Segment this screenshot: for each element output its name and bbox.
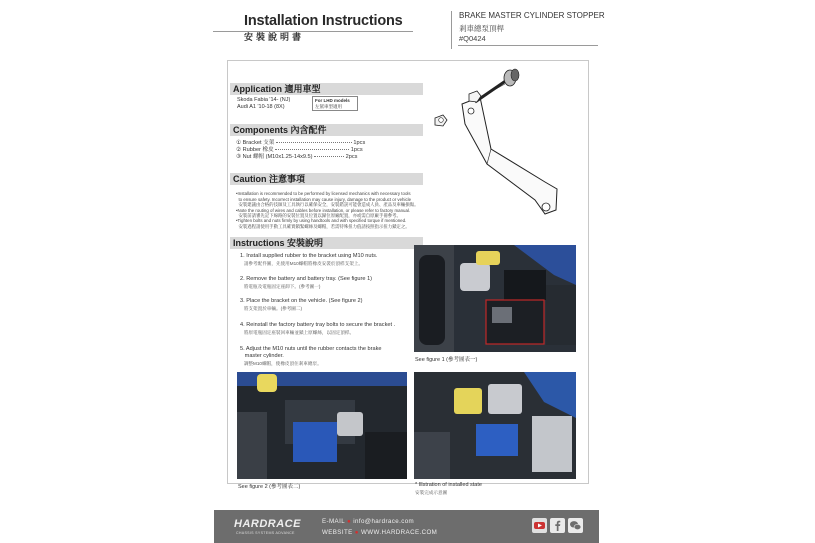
step-text-cn: 將支架置於車輛。(參考圖二) <box>240 306 303 311</box>
step-text-cn: 調整M10螺帽，使橡皮頂住剎車總泵。 <box>240 361 322 366</box>
bracket-hole <box>542 203 550 211</box>
caution-line: 安裝建議由合格的技師及工具執行以確保安全，安裝錯誤可能會造成人員、產品及車輛損傷。 <box>236 202 419 208</box>
step-text: 5. Adjust the M10 nuts until the rubber contacts the brake <box>240 346 382 352</box>
components-heading: Components 內含配件 <box>230 124 423 136</box>
step-text: 2. Remove the battery and battery tray. (See figure 1) <box>240 276 373 282</box>
step-text-cn: 請參考配件圖，先使用M10螺帽將橡皮安裝於頂桿支架上。 <box>240 261 364 266</box>
step-text: 1. Install supplied rubber to the bracket using M10 nuts. <box>240 253 378 259</box>
figure-3-photo <box>414 372 576 479</box>
footer-website[interactable] <box>322 529 437 536</box>
dot-leader <box>276 142 352 143</box>
component-name: Nut 螺帽 (M10x1.25-14x9.5) <box>242 154 313 160</box>
wechat-icon[interactable] <box>568 518 583 533</box>
header-vertical-divider <box>451 11 452 49</box>
website-url[interactable]: WWW.HARDRACE.COM <box>361 529 438 536</box>
email-label: E-MAIL <box>322 518 345 525</box>
email-address[interactable]: info@hardrace.com <box>353 518 415 525</box>
dot-leader <box>314 156 344 157</box>
instruction-step-1 <box>240 253 412 267</box>
bullet-icon: ● <box>346 518 352 525</box>
component-row <box>236 152 357 160</box>
website-label: WEBSITE <box>322 529 353 536</box>
lhd-note-cn: 左駕車型適用 <box>315 103 342 109</box>
caution-line: •Tighten bolts and nuts firmly by using handtools and with specified torque if mentioned. <box>236 218 407 224</box>
header-divider <box>213 31 413 32</box>
caution-line: 安裝過程請使用手動工具確實鎖緊螺絲及螺帽，若需特殊扭力值請按照指示扭力鎖定之。 <box>236 223 410 229</box>
bullet-icon: ● <box>354 529 359 536</box>
step-text: master cylinder. <box>240 353 284 359</box>
component-qty: 1pcs <box>350 147 363 153</box>
hardrace-logo: HARDRACE <box>234 518 301 530</box>
caution-line: 安裝前請審先記下線路的安裝位置及位置以歸位原廠配置，亦或需自原廠手冊參考。 <box>236 213 401 219</box>
document-title: Installation Instructions <box>244 13 403 29</box>
component-qty: 1pcs <box>353 140 366 146</box>
component-num: ① <box>236 140 242 146</box>
caution-line: •Note the routing of wires and cables before installation, or please refer to factory manual. <box>236 207 411 213</box>
dot-leader <box>275 149 349 150</box>
caution-line: •Installation is recommended to be performed by licensed mechanics with necessary tools <box>236 191 411 197</box>
component-qty: 2pcs <box>345 154 358 160</box>
figure-2-caption: See figure 2 (參考圖表二) <box>238 484 301 490</box>
lhd-note <box>312 96 358 111</box>
figure-3-caption <box>415 482 482 496</box>
figure-2-photo <box>237 372 407 479</box>
instructions-heading: Instructions 安裝說明 <box>230 237 423 249</box>
step-text-cn: 將電瓶及電瓶固定座卸下。(參考圖一) <box>240 284 321 289</box>
figure-3-caption-cn: 安裝完成示意圖 <box>415 490 448 495</box>
figure-1-caption: See figure 1 (參考圖表一) <box>415 357 478 363</box>
model-2: Audi A1 '10-18 (8X) <box>237 104 285 110</box>
component-name: Bracket 支架 <box>242 140 275 146</box>
header-divider-right <box>458 45 598 46</box>
step-text-cn: 將原電瓶固定座裝回車輛並鎖上原螺絲，以固定頂桿。 <box>240 330 355 335</box>
application-heading: Application 適用車型 <box>230 83 423 95</box>
footer-email[interactable] <box>322 518 414 525</box>
youtube-icon[interactable] <box>532 518 547 533</box>
product-name: BRAKE MASTER CYLINDER STOPPER <box>459 11 605 20</box>
hardrace-logo-tagline: CHASSIS SYSTEMS ADVANCE <box>236 531 295 535</box>
step-text: 4. Reinstall the factory battery tray bolts to secure the bracket . <box>240 322 396 328</box>
bracket-shape <box>462 97 557 214</box>
caution-heading: Caution 注意事項 <box>230 173 423 185</box>
instruction-step-5 <box>240 346 412 367</box>
parts-diagram <box>425 64 575 224</box>
facebook-icon[interactable] <box>550 518 565 533</box>
stud-shape <box>475 80 507 102</box>
product-name-cn: 剎車總泵頂桿 <box>459 24 504 33</box>
caution-text <box>236 186 431 235</box>
instruction-step-2 <box>240 276 412 290</box>
model-1: Skoda Fabia '14- (NJ) <box>237 97 291 103</box>
product-code: #Q0424 <box>459 34 486 43</box>
lhd-note-en: For LHD models <box>315 98 350 103</box>
instruction-step-3 <box>240 298 412 312</box>
caution-line: to ensure safety. Incorrect installation may cause injury, damage to the product or vehicle <box>236 196 412 202</box>
document-subtitle-cn: 安裝說明書 <box>244 33 305 43</box>
instruction-step-4 <box>240 322 412 336</box>
component-num: ③ <box>236 154 242 160</box>
figure-1-photo <box>414 245 576 352</box>
footer-bar <box>214 510 599 543</box>
component-name: Rubber 橡皮 <box>242 147 274 153</box>
figure-3-caption-en: * Illstration of installed state <box>415 482 482 488</box>
step-text: 3. Place the bracket on the vehicle. (See figure 2) <box>240 298 363 304</box>
component-num: ② <box>236 147 242 153</box>
bracket-hole-top <box>468 108 474 114</box>
